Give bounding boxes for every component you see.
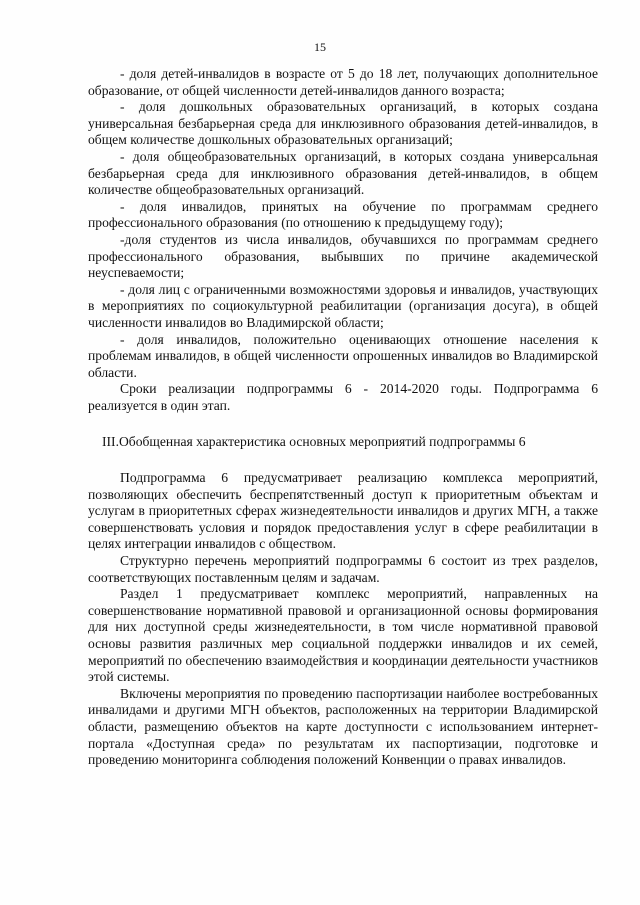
indicator-paragraph: - доля дошкольных образовательных организаций, в которых создана универсальная безбарьерная среда для инклюзивного образования детей-инвалидов, в общем количестве дошкольных образовательных организаций;	[88, 99, 598, 148]
section-heading: III.Обобщенная характеристика основных мероприятий подпрограммы 6	[102, 434, 526, 450]
section-paragraph: Структурно перечень мероприятий подпрограммы 6 состоит из трех разделов, соответствующих поставленным целям и задачам.	[88, 553, 598, 585]
section-paragraph: Раздел 1 предусматривает комплекс мероприятий, направленных на совершенствование нормативной правовой и организационной основы формирования для них доступной среды жизнедеятельности, в том числе нормативной правовой основы развития различных мер социальной поддержки инвалидов и их семей, мероприятий по обеспечению взаимодействия и координации деятельности участников этой системы.	[88, 586, 598, 685]
document-body	[88, 66, 598, 769]
indicator-paragraph: - доля инвалидов, положительно оценивающих отношение населения к проблемам инвалидов, в общей численности опрошенных инвалидов во Владимирской области.	[88, 331, 598, 380]
indicator-paragraph: - доля лиц с ограниченными возможностями здоровья и инвалидов, участвующих в мероприятиях по социокультурной реабилитации (организация досуга), в общей численности инвалидов во Владимирской области;	[88, 281, 598, 330]
page-number: 15	[314, 40, 326, 54]
section-paragraph: Включены мероприятия по проведению паспортизации наиболее востребованных инвалидами и другими МГН объектов, расположенных на территории Владимирской области, размещению объектов на карте доступности с использованием интернет-портала «Доступная среда» по результатам их паспортизации, подготовке и проведению мониторинга соблюдения положений Конвенции о правах инвалидов.	[88, 685, 598, 768]
indicator-paragraph: - доля инвалидов, принятых на обучение по программам среднего профессионального образования (по отношению к предыдущему году);	[88, 198, 598, 231]
indicator-paragraph: -доля студентов из числа инвалидов, обучавшихся по программам среднего профессионального образования, выбывших по причине академической неуспеваемости;	[88, 231, 598, 281]
section-paragraph: Подпрограмма 6 предусматривает реализацию комплекса мероприятий, позволяющих обеспечить беспрепятственный доступ к приоритетным объектам и услугам в приоритетных сферах жизнедеятельности инвалидов и других МГН, а также совершенствовать условия и порядок предоставления услуг в сфере реабилитации в целях интеграции инвалидов с обществом.	[88, 470, 598, 552]
indicator-paragraph: - доля детей-инвалидов в возрасте от 5 до 18 лет, получающих дополнительное образование, от общей численности детей-инвалидов данного возраста;	[88, 66, 598, 98]
terms-paragraph: Сроки реализации подпрограммы 6 - 2014-2020 годы. Подпрограмма 6 реализуется в один этап.	[88, 381, 598, 413]
indicator-paragraph: - доля общеобразовательных организаций, в которых создана универсальная безбарьерная среда для инклюзивного образования детей-инвалидов, в общем количестве общеобразовательных организаций.	[88, 148, 598, 198]
